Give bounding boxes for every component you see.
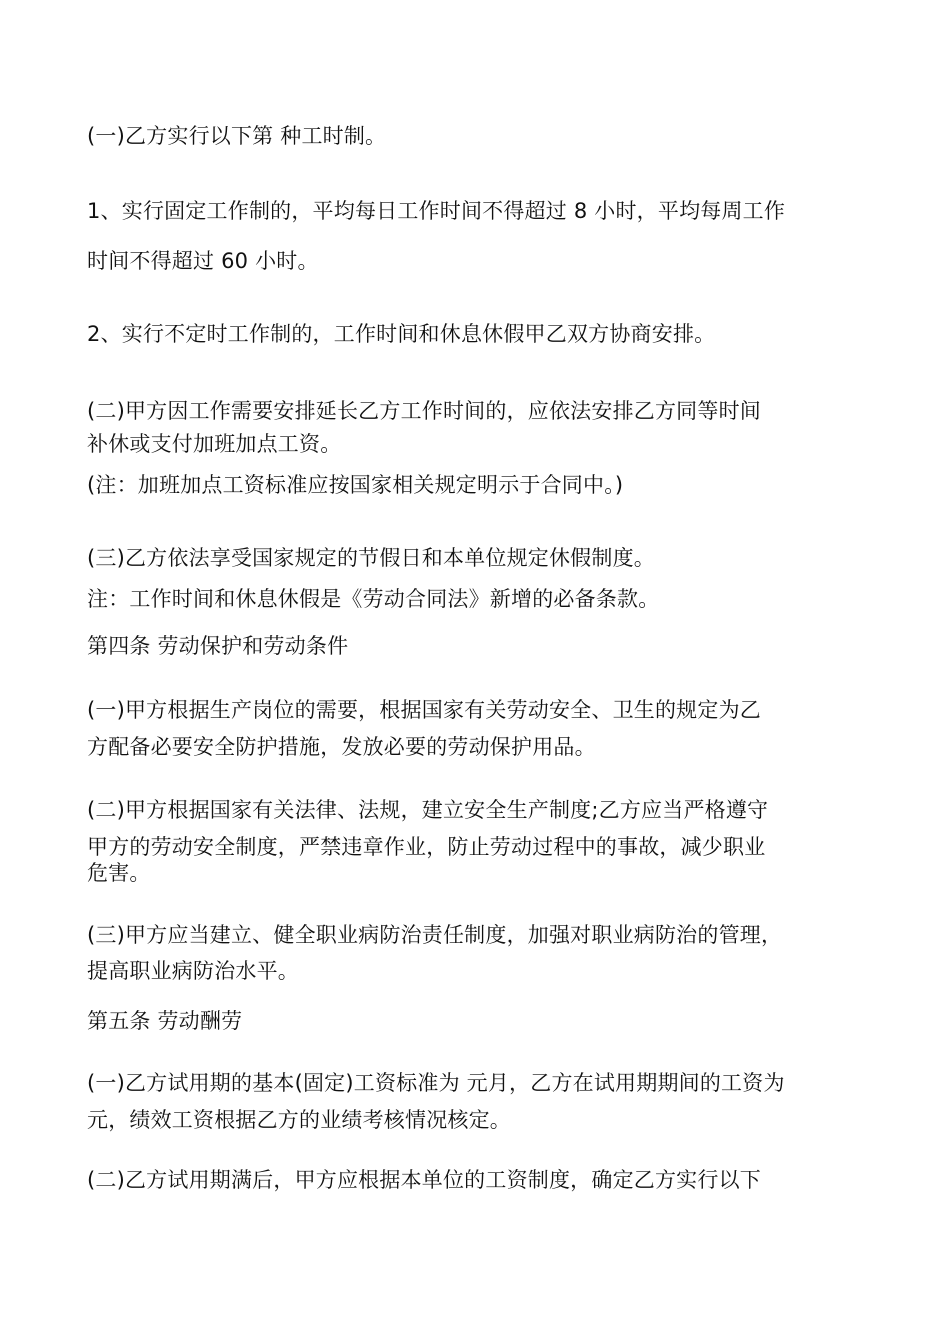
clause-4-2-line-1: (二)甲方根据国家有关法律、法规，建立安全生产制度;乙方应当严格遵守 xyxy=(87,798,769,822)
article-4-heading: 第四条 劳动保护和劳动条件 xyxy=(87,634,349,658)
clause-4-1-line-2: 方配备必要安全防护措施，发放必要的劳动保护用品。 xyxy=(87,735,596,759)
clause-4-2-line-3: 危害。 xyxy=(87,861,151,885)
clause-3-1-working-hours-system: (一)乙方实行以下第 种工时制。 xyxy=(87,124,387,148)
clause-3-2-note: (注：加班加点工资标准应按国家相关规定明示于合同中。) xyxy=(87,473,624,497)
clause-4-3-line-2: 提高职业病防治水平。 xyxy=(87,959,299,983)
clause-3-1-item-2: 2、实行不定时工作制的，工作时间和休息休假甲乙双方协商安排。 xyxy=(87,322,716,346)
clause-3-1-item-1-line-2: 时间不得超过 60 小时。 xyxy=(87,249,319,273)
clause-5-1-line-2: 元，绩效工资根据乙方的业绩考核情况核定。 xyxy=(87,1108,511,1132)
clause-3-note: 注：工作时间和休息休假是《劳动合同法》新增的必备条款。 xyxy=(87,587,660,611)
clause-3-1-item-1-line-1: 1、实行固定工作制的，平均每日工作时间不得超过 8 小时，平均每周工作 xyxy=(87,199,786,223)
clause-4-1-line-1: (一)甲方根据生产岗位的需要，根据国家有关劳动安全、卫生的规定为乙 xyxy=(87,698,761,722)
clause-3-3: (三)乙方依法享受国家规定的节假日和本单位规定休假制度。 xyxy=(87,546,655,570)
clause-3-2-line-1: (二)甲方因工作需要安排延长乙方工作时间的，应依法安排乙方同等时间 xyxy=(87,399,761,423)
clause-5-1-line-1: (一)乙方试用期的基本(固定)工资标准为 元月，乙方在试用期期间的工资为 xyxy=(87,1071,785,1095)
clause-4-2-line-2: 甲方的劳动安全制度，严禁违章作业，防止劳动过程中的事故，减少职业 xyxy=(87,835,766,859)
article-5-heading: 第五条 劳动酬劳 xyxy=(87,1009,243,1033)
clause-3-2-line-2: 补休或支付加班加点工资。 xyxy=(87,432,342,456)
clause-4-3-line-1: (三)甲方应当建立、健全职业病防治责任制度，加强对职业病防治的管理， xyxy=(87,923,783,947)
clause-5-2-line-1: (二)乙方试用期满后，甲方应根据本单位的工资制度，确定乙方实行以下 xyxy=(87,1168,761,1192)
